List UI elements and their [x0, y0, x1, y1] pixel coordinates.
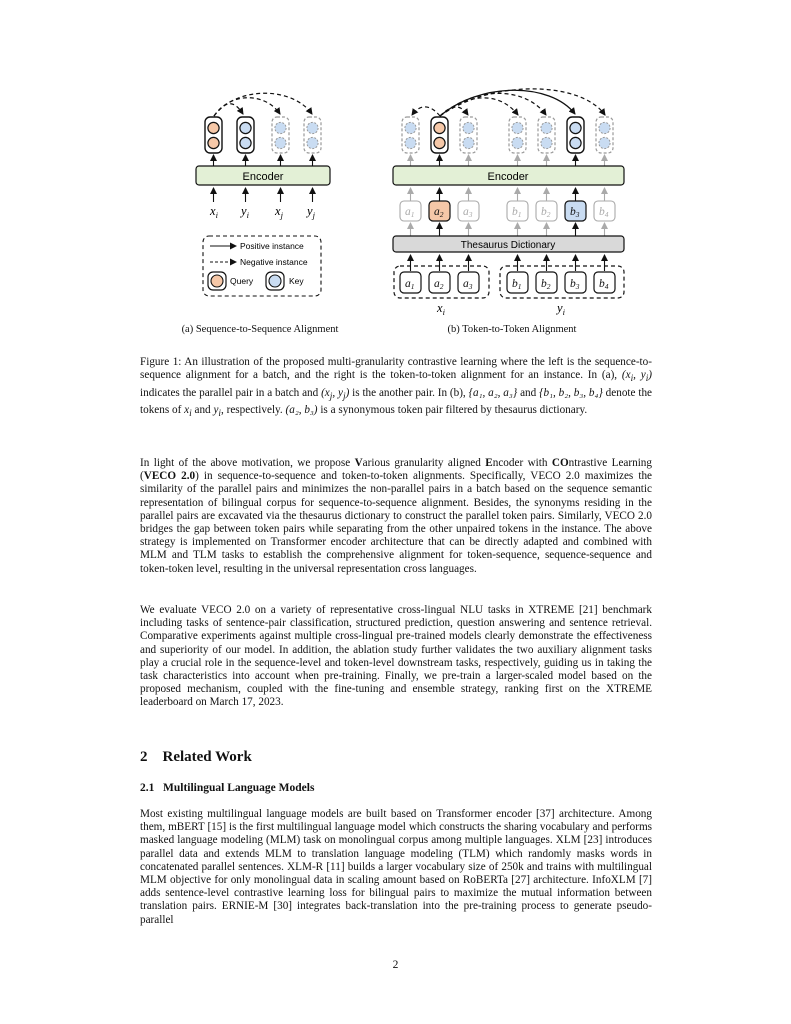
caption-yi: $y_i$ [213, 404, 221, 420]
group-label-xi: $x_i$ [437, 301, 445, 317]
input-yj: $y_j$ [307, 204, 315, 220]
figure-1 [0, 0, 791, 345]
legend-key: Key [289, 276, 304, 286]
encoder-output-arrows-right [411, 155, 605, 166]
input-xj: $x_j$ [275, 204, 283, 220]
caption-text: and [191, 404, 214, 417]
caption-set-b: {b₁, b₂, b₃, b₄} [539, 386, 603, 399]
paragraph-related-work: Most existing multilingual language models are built based on Transformer encoder [37] architecture. Among them, mBERT [15] is the first multilingual language model which constructs the sharing vocabulary and performs masked language modeling (MLM) task on monolingual corpus among multiple languages. XLM [23] introduces parallel data and extends MLM to translation language modeling (TLM) which randomly masks words in concatenated parallel sentences. XLM-R [11] builds a larger vocabulary size of 250k and trains with multilingual MLM objective for only monolingual data in scaling amount based on RoBERTa [27] architecture. InfoXLM [7] adds sentence-level contrastive learning loss for bilingual pairs to maximize the mutual information between translation pairs. ERNIE-M [30] integrates back-translation into the pre-training process to generate pseudo-parallel [140, 808, 652, 926]
token-b2-bottom: b2 [541, 278, 551, 291]
token-b4-top: b4 [599, 206, 609, 219]
caption-xi: $x_i$ [184, 404, 192, 420]
token-a1-top: a1 [405, 206, 415, 219]
paragraph-motivation: In light of the above motivation, we propose Various granularity aligned Encoder with COntrastive Learning (VECO 2.0) in sequence-to-sequence and token-to-token alignments. Specifically, VECO 2.0 maximizes the similarity of the parallel pairs and minimizes the non-parallel pairs in a batch based on the sequence semantic representation of bilingual corpus for sequence-to-sequence alignment. Besides, the synonyms residing in the parallel pairs are excavated via the thesaurus dictionary to construct the parallel token pairs. Similarly, VECO 2.0 bridges the gap between token pairs while separating from the other unpaired tokens in the instance. The above strategy is implemented on Transformer encoder architecture that can be directly adapted and combined with MLM and TLM tasks to establish the comprehensive alignment for token-sequence, sequence-sequence and token-token level, resulting in the universal representation cross languages. [140, 457, 652, 575]
vector-a3 [460, 117, 477, 153]
caption-text: denote the tokens of [140, 386, 652, 417]
figure-caption [140, 356, 652, 422]
token-b1-top: b1 [512, 206, 522, 219]
query-vector-xi [205, 117, 222, 153]
negative-arcs-right [412, 89, 605, 116]
token-a1-bottom: a1 [405, 278, 415, 291]
thesaurus-output-arrows [411, 223, 605, 236]
page-number: 2 [392, 959, 399, 971]
thesaurus-label: Thesaurus Dictionary [460, 240, 556, 251]
caption-text: indicates the parallel pair in a batch and [140, 386, 322, 399]
input-arrows-left [214, 188, 313, 202]
input-tokens [400, 272, 615, 293]
input-yi: $y_i$ [241, 204, 249, 220]
filtered-tokens [400, 201, 615, 221]
token-b2-top: b2 [541, 206, 551, 219]
caption-text: and [517, 386, 540, 399]
key-vector-b3 [567, 117, 584, 153]
caption-label: Figure 1: [140, 356, 182, 368]
caption-text: An illustration of the proposed multi-granularity contrastive learning where the left is the sequence-to-sequence alignment for a batch, and the right is the token-to-token alignment for an instance. In (a), [140, 356, 652, 382]
caption-pair1: ($x_i$, $y_i$) [621, 369, 653, 385]
encoder-label-left: Encoder [242, 171, 284, 183]
panel-seq-to-seq [196, 93, 330, 296]
subcaption-a: (a) Sequence-to-Sequence Alignment [181, 324, 339, 335]
vector-b4 [596, 117, 613, 153]
group-label-yi: $y_i$ [557, 301, 565, 317]
paragraph-evaluation: We evaluate VECO 2.0 on a variety of representative cross-lingual NLU tasks in XTREME [21] benchmark including tasks of sentence-pair classification, structured prediction, question answering and sentence retrieval. Comparative experiments against multiple cross-lingual pre-trained models clearly demonstrate the effectiveness and superiority of our model. In addition, the ablation study further validates the two auxiliary alignment tasks play a crucial role in the sequence-level and token-level downstream tasks, respectively, guiding us in taking the task characteristics into account when pre-training. Finally, we pre-train a larger-scaled model based on the proposed mechanism, coupled with the fine-tuning and ensemble strategy, ranking first on the XTREME leaderboard on March 17, 2023. [140, 604, 652, 709]
caption-text: is the another pair. In (b), [349, 386, 469, 399]
panel-token-to-token [393, 89, 624, 317]
section-heading: 2 Related Work [140, 749, 252, 765]
token-a3-top: a3 [463, 206, 473, 219]
caption-set-a: {a₁, a₂, a₃} [468, 386, 518, 399]
token-b1-bottom: b1 [512, 278, 522, 291]
legend-left [203, 236, 321, 296]
token-a3-bottom: a3 [463, 278, 473, 291]
vector-b1 [509, 117, 526, 153]
caption-text: , respectively. [221, 404, 286, 417]
vector-a1 [402, 117, 419, 153]
token-b4-bottom: b4 [599, 278, 609, 291]
key-vector-yj [304, 117, 321, 153]
encoder-label-right: Encoder [487, 171, 529, 183]
caption-pair2: ($x_j$, $y_j$) [321, 386, 350, 402]
input-xi: $x_i$ [210, 204, 218, 220]
encoder-output-arrows-left [214, 155, 313, 166]
legend-negative: Negative instance [240, 257, 308, 267]
token-to-encoder-arrows [411, 188, 605, 201]
caption-text: is a synonymous token pair filtered by thesaurus dictionary. [317, 404, 588, 417]
legend-positive: Positive instance [240, 241, 304, 251]
bottom-token-arrows [411, 255, 605, 271]
token-a2-top: a2 [434, 206, 444, 219]
subcaption-b: (b) Token-to-Token Alignment [447, 324, 577, 335]
query-vector-a2 [431, 117, 448, 153]
token-b3-bottom: b3 [570, 278, 580, 291]
key-vector-xj [272, 117, 289, 153]
negative-arcs-left [214, 93, 312, 116]
vector-b2 [538, 117, 555, 153]
token-a2-bottom: a2 [434, 278, 444, 291]
legend-query: Query [230, 276, 254, 286]
key-vector-yi [237, 117, 254, 153]
subsection-heading: 2.1 Multilingual Language Models [140, 782, 315, 794]
token-b3-top: b3 [570, 206, 580, 219]
caption-pair3: (a₂, b₃) [285, 404, 318, 417]
